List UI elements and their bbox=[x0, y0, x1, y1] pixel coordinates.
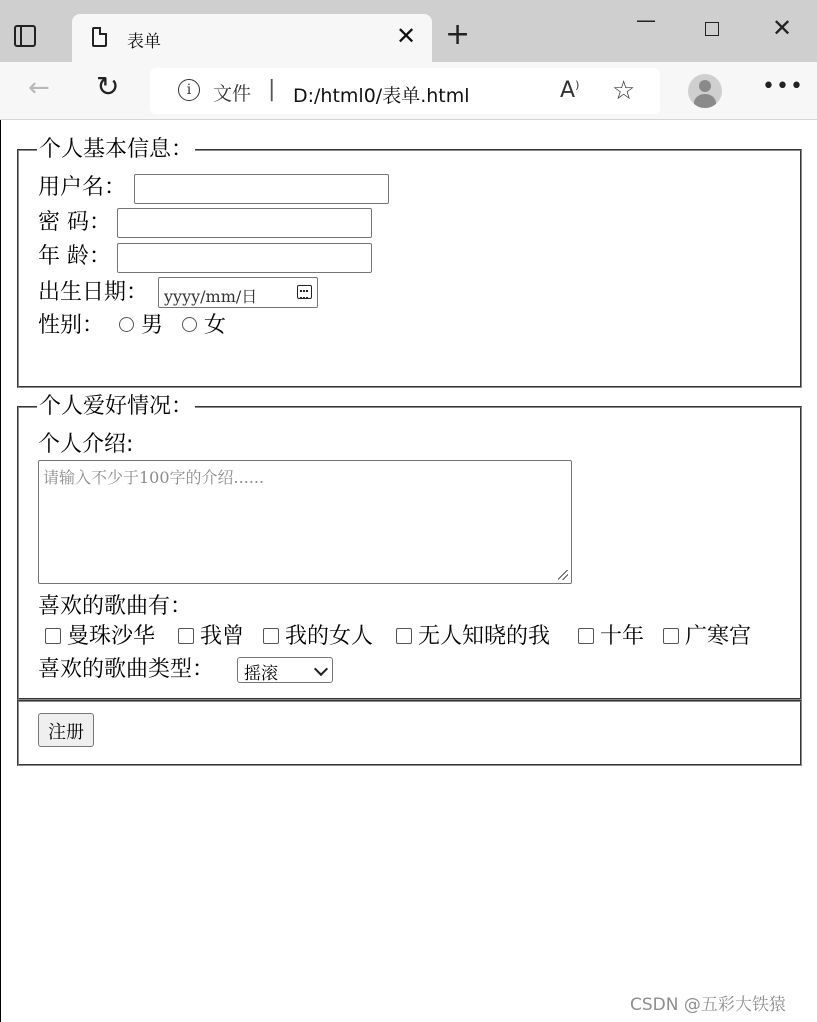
browser-toolbar bbox=[0, 62, 817, 120]
close-window-icon[interactable]: ✕ bbox=[772, 14, 793, 42]
profile-avatar[interactable] bbox=[688, 74, 722, 108]
age-input[interactable] bbox=[117, 243, 372, 273]
more-icon[interactable]: ••• bbox=[762, 74, 804, 99]
read-aloud-icon[interactable]: A) bbox=[560, 78, 580, 103]
songs-label: 喜欢的歌曲有： bbox=[38, 594, 193, 619]
tab-strip bbox=[0, 0, 817, 62]
password-input[interactable] bbox=[117, 208, 372, 238]
submit-fieldset bbox=[17, 700, 802, 766]
song-checkbox-5[interactable] bbox=[578, 628, 594, 644]
song-checkbox-2[interactable] bbox=[178, 628, 194, 644]
genre-select[interactable] bbox=[237, 657, 333, 683]
gender-female-label: 女 bbox=[204, 313, 227, 338]
song-label-5: 十年 bbox=[600, 624, 645, 649]
reload-icon[interactable]: ↻ bbox=[96, 70, 120, 103]
song-label-4: 无人知晓的我 bbox=[418, 624, 551, 649]
password-label: 密 码： bbox=[38, 210, 111, 235]
song-label-2: 我曾 bbox=[200, 624, 245, 649]
intro-placeholder: 请输入不少于100字的介绍...... bbox=[43, 468, 265, 487]
birthdate-label: 出生日期： bbox=[38, 280, 149, 305]
birthdate-input[interactable] bbox=[158, 277, 318, 308]
genre-selected: 摇滚 bbox=[244, 664, 278, 684]
age-label: 年 龄： bbox=[38, 244, 111, 269]
song-checkbox-4[interactable] bbox=[396, 628, 412, 644]
intro-label: 个人介绍: bbox=[38, 432, 134, 457]
song-checkbox-1[interactable] bbox=[45, 628, 61, 644]
back-icon[interactable]: ← bbox=[28, 73, 50, 103]
gender-label: 性别： bbox=[38, 313, 105, 338]
song-checkbox-3[interactable] bbox=[263, 628, 279, 644]
hobby-info-legend: 个人爱好情况： bbox=[39, 394, 194, 419]
address-separator: | bbox=[268, 77, 276, 102]
info-icon[interactable]: i bbox=[178, 79, 200, 101]
song-label-3: 我的女人 bbox=[285, 624, 374, 649]
genre-label: 喜欢的歌曲类型： bbox=[38, 657, 215, 682]
song-label-1: 曼珠沙华 bbox=[67, 624, 156, 649]
username-input[interactable] bbox=[134, 174, 389, 204]
watermark: CSDN @五彩大铁猿 bbox=[630, 995, 786, 1015]
file-label: 文件 bbox=[213, 83, 252, 105]
birthdate-placeholder: yyyy/mm/日 bbox=[164, 287, 258, 306]
page-content bbox=[0, 120, 817, 1022]
username-label: 用户名： bbox=[38, 175, 127, 200]
gender-female-radio[interactable] bbox=[182, 317, 197, 332]
maximize-icon[interactable] bbox=[705, 22, 719, 36]
tab-active[interactable] bbox=[72, 14, 432, 62]
tab-title: 表单 bbox=[127, 32, 161, 52]
calendar-icon[interactable] bbox=[297, 285, 312, 299]
gender-male-radio[interactable] bbox=[119, 317, 134, 332]
resize-grip-icon[interactable] bbox=[558, 570, 568, 580]
tab-close-icon[interactable]: ✕ bbox=[396, 22, 417, 50]
intro-textarea[interactable] bbox=[38, 460, 572, 584]
address-bar[interactable] bbox=[150, 68, 660, 114]
new-tab-button[interactable]: + bbox=[445, 17, 471, 52]
minimize-icon[interactable]: — bbox=[636, 8, 656, 32]
chevron-down-icon bbox=[314, 662, 328, 676]
register-button[interactable]: 注册 bbox=[38, 713, 94, 747]
favorite-icon[interactable]: ☆ bbox=[612, 76, 636, 106]
basic-info-legend: 个人基本信息： bbox=[39, 137, 194, 162]
song-checkbox-6[interactable] bbox=[663, 628, 679, 644]
url-text[interactable]: D:/html0/表单.html bbox=[293, 85, 470, 107]
gender-male-label: 男 bbox=[141, 313, 164, 338]
tab-actions-icon[interactable] bbox=[14, 25, 36, 47]
song-label-6: 广寒宫 bbox=[685, 624, 752, 649]
page-icon bbox=[92, 27, 107, 47]
